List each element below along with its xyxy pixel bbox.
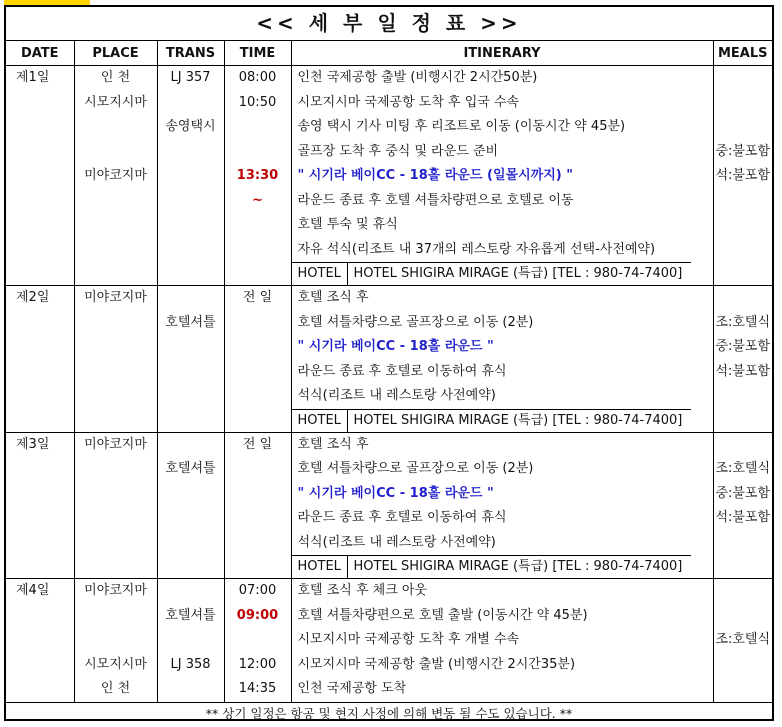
meal-line	[714, 66, 773, 91]
trans-cell	[157, 579, 224, 703]
itinerary-line: 라운드 종료 후 호텔 셔틀차량편으로 호텔로 이동	[297, 192, 574, 208]
trans-line: LJ 358	[170, 656, 211, 672]
itinerary-line: 시모지시마 국제공항 도착 후 개별 수속	[297, 632, 520, 647]
time-line	[225, 115, 291, 140]
header-date: DATE	[6, 41, 74, 66]
day-date	[6, 579, 74, 703]
trans-line	[158, 433, 224, 458]
time-line: 전 일	[242, 436, 273, 452]
day-date	[6, 432, 74, 579]
itinerary-cell	[291, 579, 713, 703]
day-row-1	[6, 66, 772, 286]
time-line: 14:35	[238, 681, 277, 696]
itinerary-line: 인천 국제공항 도착	[297, 681, 407, 696]
time-line: 07:00	[238, 583, 277, 598]
place-line	[75, 604, 157, 629]
time-cell	[224, 286, 291, 433]
itinerary-line: 석식(리조트 내 레스토랑 사전예약)	[297, 534, 496, 550]
day-row-3	[6, 432, 772, 579]
itinerary-line: 호텔 셔틀차량으로 골프장으로 이동 (2분)	[297, 314, 534, 330]
page-title: << 세 부 일 정 표 >>	[6, 7, 772, 41]
schedule-table	[4, 5, 774, 721]
time-line-highlight: ~	[252, 192, 263, 208]
place-line: 시모지시마	[84, 94, 147, 110]
place-line: 시모지시마	[84, 656, 147, 672]
golf-round-line: " 시기라 베이CC - 18홀 라운드 "	[297, 339, 494, 354]
place-line	[75, 628, 157, 653]
meals-cell	[713, 579, 772, 703]
itinerary-line: 시모지시마 국제공항 출발 (비행시간 2시간35분)	[297, 656, 576, 672]
time-cell	[224, 432, 291, 579]
place-line: 미야코지마	[84, 290, 147, 305]
time-line: 10:50	[238, 94, 277, 110]
hotel-box	[292, 555, 691, 578]
place-line	[75, 140, 157, 165]
date-text: 제3일	[16, 436, 50, 452]
date-text: 제4일	[16, 583, 50, 598]
meal-line: 중:불포함	[715, 143, 771, 159]
header-itinerary: ITINERARY	[291, 41, 713, 66]
place-cell	[74, 432, 157, 579]
place-cell	[74, 286, 157, 433]
meal-line: 조:호텔식	[715, 632, 771, 647]
header-meals: MEALS	[713, 41, 772, 66]
meal-line: 석:불포함	[715, 168, 771, 183]
trans-line: LJ 357	[170, 70, 211, 85]
meal-line	[714, 91, 773, 116]
hotel-label: HOTEL	[292, 410, 348, 432]
time-line-highlight: 13:30	[236, 168, 279, 183]
meal-line	[714, 433, 773, 458]
date-text: 제2일	[16, 290, 50, 305]
hotel-name: HOTEL SHIGIRA MIRAGE (특급) [TEL : 980-74-7400]	[353, 412, 683, 428]
hotel-name: HOTEL SHIGIRA MIRAGE (특급) [TEL : 980-74-7400]	[353, 266, 683, 281]
meal-line	[714, 115, 773, 140]
place-line	[75, 115, 157, 140]
time-line	[225, 628, 291, 653]
time-line-highlight: 09:00	[236, 607, 279, 623]
itinerary-cell	[291, 66, 713, 286]
itinerary-line: 호텔 셔틀차량편으로 호텔 출발 (이동시간 약 45분)	[297, 607, 588, 623]
golf-round-line: " 시기라 베이CC - 18홀 라운드 (일몰시까지) "	[297, 168, 573, 183]
trans-cell	[157, 66, 224, 286]
itinerary-line: 골프장 도착 후 중식 및 라운드 준비	[297, 143, 499, 159]
itinerary-cell	[291, 286, 713, 433]
meal-line	[714, 604, 773, 629]
day-date	[6, 286, 74, 433]
itinerary-line: 라운드 종료 후 호텔로 이동하여 휴식	[297, 363, 507, 379]
meal-line: 중:불포함	[715, 339, 771, 354]
itinerary-line: 자유 석식(리조트 내 37개의 레스토랑 자유롭게 선택-사전예약)	[297, 241, 656, 257]
meal-line: 조:호텔식	[715, 314, 771, 330]
meal-line	[714, 579, 773, 604]
day-date	[6, 66, 74, 286]
hotel-box	[292, 409, 691, 432]
header-place: PLACE	[74, 41, 157, 66]
itinerary-line: 시모지시마 국제공항 도착 후 입국 수속	[297, 94, 520, 110]
meal-line: 조:호텔식	[715, 461, 771, 476]
trans-line	[158, 91, 224, 116]
header-row	[6, 41, 772, 66]
itinerary-line: 라운드 종료 후 호텔로 이동하여 휴식	[297, 510, 507, 525]
meal-line: 석:불포함	[715, 510, 771, 525]
itinerary-table	[6, 41, 772, 703]
trans-line	[158, 579, 224, 604]
itinerary-line: 석식(리조트 내 레스토랑 사전예약)	[297, 388, 496, 403]
disclaimer-note: ** 상기 일정은 항공 및 현지 사정에 의해 변동 될 수도 있습니다. **	[205, 705, 573, 721]
header-time: TIME	[224, 41, 291, 66]
meal-line: 석:불포함	[715, 363, 771, 379]
time-cell	[224, 579, 291, 703]
meals-cell	[713, 66, 772, 286]
itinerary-line: 호텔 조식 후	[297, 436, 369, 452]
time-line	[225, 140, 291, 165]
itinerary-line: 호텔 투숙 및 휴식	[297, 217, 398, 232]
place-line: 인 천	[100, 681, 131, 696]
trans-line: 송영택시	[165, 119, 216, 134]
trans-line	[158, 286, 224, 311]
itinerary-line: 호텔 셔틀차량으로 골프장으로 이동 (2분)	[297, 461, 534, 476]
trans-cell	[157, 286, 224, 433]
itinerary-line: 송영 택시 기사 미팅 후 리조트로 이동 (이동시간 약 45분)	[297, 119, 626, 134]
trans-cell	[157, 432, 224, 579]
header-trans: TRANS	[157, 41, 224, 66]
day-row-2	[6, 286, 772, 433]
hotel-label: HOTEL	[292, 263, 348, 285]
meals-cell	[713, 286, 772, 433]
golf-round-line: " 시기라 베이CC - 18홀 라운드 "	[297, 485, 494, 501]
meals-cell	[713, 432, 772, 579]
place-line: 인 천	[100, 70, 131, 85]
place-cell	[74, 66, 157, 286]
trans-line: 호텔셔틀	[165, 461, 216, 476]
place-line: 미야코지마	[84, 436, 147, 452]
time-cell	[224, 66, 291, 286]
hotel-name: HOTEL SHIGIRA MIRAGE (특급) [TEL : 980-74-7400]	[353, 559, 683, 574]
itinerary-cell	[291, 432, 713, 579]
meal-line	[714, 286, 773, 311]
date-text: 제1일	[16, 70, 50, 85]
place-line: 미야코지마	[84, 583, 147, 598]
place-line: 미야코지마	[84, 168, 147, 183]
trans-line: 호텔셔틀	[165, 314, 216, 330]
meal-line: 중:불포함	[715, 485, 771, 501]
hotel-box	[292, 262, 691, 285]
itinerary-line: 호텔 조식 후	[297, 290, 369, 305]
itinerary-line: 인천 국제공항 출발 (비행시간 2시간50분)	[297, 70, 538, 85]
time-line: 12:00	[238, 656, 277, 672]
day-row-4	[6, 579, 772, 703]
place-cell	[74, 579, 157, 703]
trans-line: 호텔셔틀	[165, 607, 216, 623]
itinerary-line: 호텔 조식 후 체크 아웃	[297, 583, 428, 598]
time-line: 전 일	[242, 290, 273, 305]
trans-line	[158, 628, 224, 653]
hotel-label: HOTEL	[292, 556, 348, 578]
time-line: 08:00	[238, 70, 277, 85]
